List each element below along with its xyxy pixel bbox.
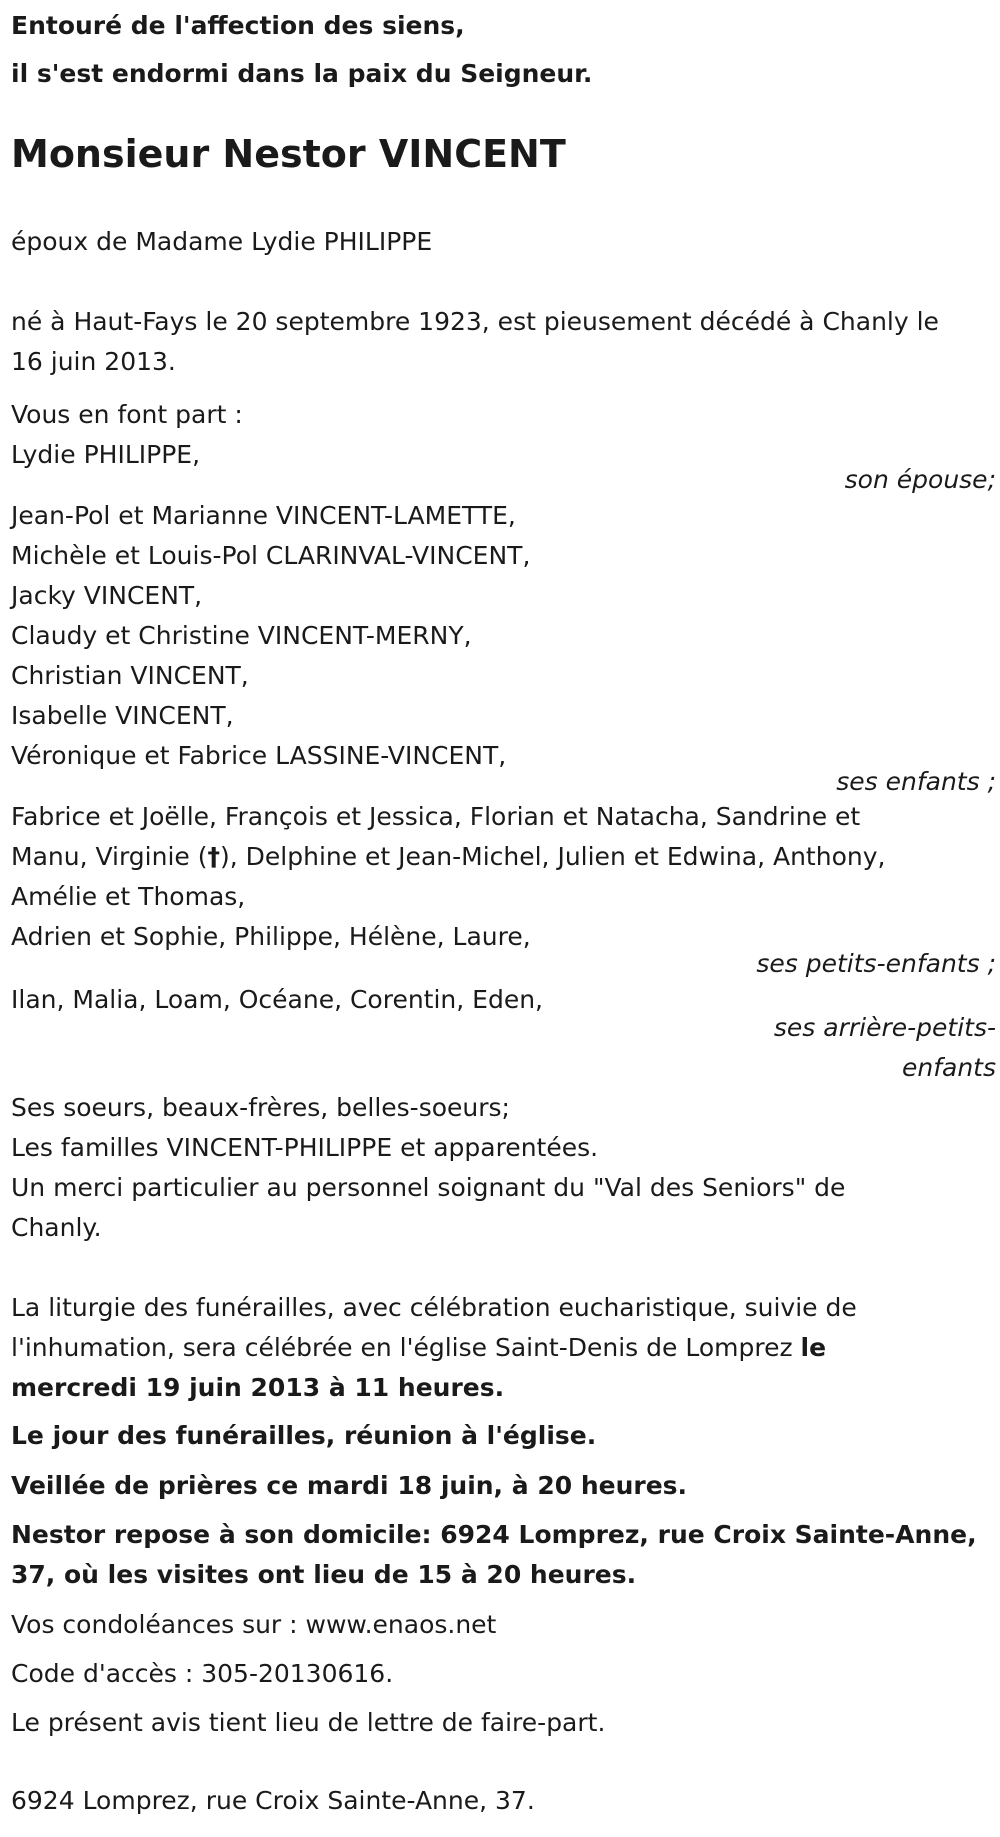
intro-line-2: il s'est endormi dans la paix du Seigneur.	[11, 59, 593, 88]
liturgy-line-2-text: l'inhumation, sera célébrée en l'église Saint-Denis de Lomprez	[11, 1333, 801, 1362]
spouse-role: son épouse;	[844, 465, 996, 494]
thanks-line-2: Chanly.	[11, 1213, 102, 1242]
vigil-line: Veillée de prières ce mardi 18 juin, à 20 heures.	[11, 1471, 688, 1500]
child-entry: Jean-Pol et Marianne VINCENT-LAMETTE,	[11, 501, 516, 530]
gathering-line: Le jour des funérailles, réunion à l'église.	[11, 1421, 597, 1450]
great-grandchildren: Ilan, Malia, Loam, Océane, Corentin, Eden,	[11, 985, 543, 1014]
rest-line-2: 37, où les visites ont lieu de 15 à 20 heures.	[11, 1560, 637, 1589]
child-entry: Isabelle VINCENT,	[11, 701, 234, 730]
grandchildren-line-1: Fabrice et Joëlle, François et Jessica, Florian et Natacha, Sandrine et	[11, 802, 861, 831]
children-role: ses enfants ;	[836, 767, 996, 796]
spouse-name: Lydie PHILIPPE,	[11, 440, 201, 469]
child-entry: Véronique et Fabrice LASSINE-VINCENT,	[11, 741, 507, 770]
spouse-line: époux de Madame Lydie PHILIPPE	[11, 227, 433, 256]
child-entry: Michèle et Louis-Pol CLARINVAL-VINCENT,	[11, 541, 531, 570]
announcement-intro: Vous en font part :	[11, 400, 243, 429]
liturgy-line-2	[11, 1328, 826, 1368]
address-line: 6924 Lomprez, rue Croix Sainte-Anne, 37.	[11, 1786, 535, 1815]
liturgy-date-start: le	[800, 1333, 827, 1362]
deceased-cross-icon: †	[207, 842, 220, 871]
thanks-line-1: Un merci particulier au personnel soignant du "Val des Seniors" de	[11, 1173, 846, 1202]
children-list	[11, 496, 530, 776]
rest-line-1: Nestor repose à son domicile: 6924 Lomprez, rue Croix Sainte-Anne,	[11, 1520, 977, 1549]
grandchildren-line-4: Adrien et Sophie, Philippe, Hélène, Laure,	[11, 922, 531, 951]
child-entry: Jacky VINCENT,	[11, 581, 203, 610]
grandchildren-role: ses petits-enfants ;	[756, 949, 996, 978]
child-entry: Claudy et Christine VINCENT-MERNY,	[11, 621, 472, 650]
access-code-line: Code d'accès : 305-20130616.	[11, 1659, 394, 1688]
child-entry: Christian VINCENT,	[11, 661, 249, 690]
siblings-line: Ses soeurs, beaux-frères, belles-soeurs;	[11, 1093, 510, 1122]
liturgy-date: mercredi 19 juin 2013 à 11 heures.	[11, 1373, 505, 1402]
birth-death-line-2: 16 juin 2013.	[11, 347, 176, 376]
liturgy-line-1: La liturgie des funérailles, avec célébration eucharistique, suivie de	[11, 1293, 857, 1322]
notice-line: Le présent avis tient lieu de lettre de faire-part.	[11, 1708, 606, 1737]
grandchildren-line-2-end: ), Delphine et Jean-Michel, Julien et Edwina, Anthony,	[220, 842, 886, 871]
grandchildren-line-3: Amélie et Thomas,	[11, 882, 246, 911]
intro-line-1: Entouré de l'affection des siens,	[11, 11, 465, 40]
great-grandchildren-role-line-1: ses arrière-petits-	[773, 1013, 996, 1042]
grandchildren-line-2-start: Manu, Virginie (	[11, 842, 208, 871]
deceased-name: Monsieur Nestor VINCENT	[11, 132, 566, 176]
grandchildren-line-2	[11, 837, 885, 877]
great-grandchildren-role-line-2: enfants	[901, 1053, 996, 1082]
birth-death-line-1: né à Haut-Fays le 20 septembre 1923, est pieusement décédé à Chanly le	[11, 307, 939, 336]
condolences-line: Vos condoléances sur : www.enaos.net	[11, 1610, 497, 1639]
families-line: Les familles VINCENT-PHILIPPE et apparentées.	[11, 1133, 599, 1162]
